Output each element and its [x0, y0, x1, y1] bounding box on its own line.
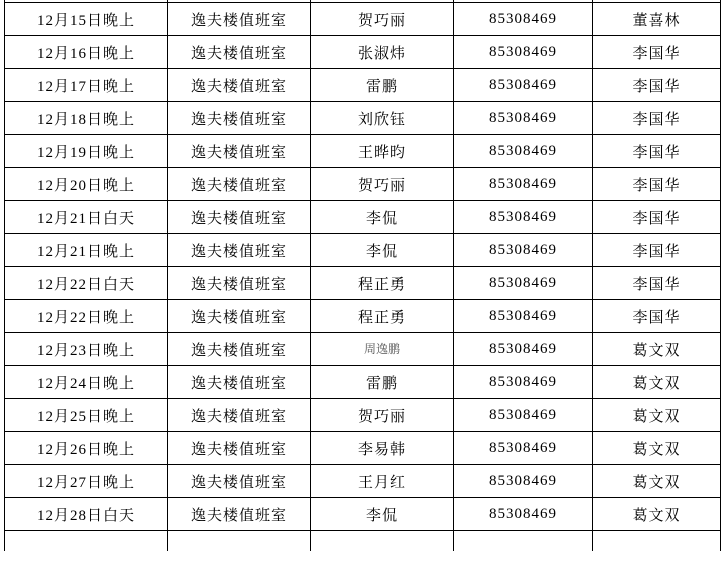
cell-location: 逸夫楼值班室 — [168, 234, 311, 267]
cell-empty — [454, 531, 593, 552]
cell-date: 12月22日白天 — [5, 267, 168, 300]
cell-name — [311, 498, 454, 531]
cell-location: 逸夫楼值班室 — [168, 432, 311, 465]
cell-date: 12月22日晚上 — [5, 300, 168, 333]
cell-date: 12月23日晚上 — [5, 333, 168, 366]
cell-phone: 85308469 — [454, 168, 593, 201]
cell-phone: 85308469 — [454, 69, 593, 102]
cell-supervisor: 李国华 — [593, 234, 721, 267]
cell-date: 12月19日晚上 — [5, 135, 168, 168]
table-row — [5, 465, 721, 498]
cell-supervisor: 李国华 — [593, 102, 721, 135]
cell-date: 12月28日白天 — [5, 498, 168, 531]
cell-name — [311, 201, 454, 234]
cell-supervisor: 李国华 — [593, 267, 721, 300]
table-row-partial-bottom — [5, 531, 721, 552]
cell-date: 12月25日晚上 — [5, 399, 168, 432]
cell-date: 12月21日白天 — [5, 201, 168, 234]
cell-location: 逸夫楼值班室 — [168, 69, 311, 102]
duty-person-name: 周逸鹏 — [363, 342, 400, 356]
cell-date: 12月20日晚上 — [5, 168, 168, 201]
cell-location: 逸夫楼值班室 — [168, 267, 311, 300]
cell-date: 12月18日晚上 — [5, 102, 168, 135]
cell-date: 12月24日晚上 — [5, 366, 168, 399]
cell-location: 逸夫楼值班室 — [168, 399, 311, 432]
cell-empty — [5, 531, 168, 552]
cell-location: 逸夫楼值班室 — [168, 168, 311, 201]
cell-phone: 85308469 — [454, 234, 593, 267]
cell-supervisor: 葛文双 — [593, 432, 721, 465]
cell-name — [311, 465, 454, 498]
cell-name — [311, 168, 454, 201]
duty-person-name: 程正勇 — [357, 309, 406, 326]
table-row — [5, 201, 721, 234]
cell-phone: 85308469 — [454, 432, 593, 465]
cell-phone: 85308469 — [454, 399, 593, 432]
duty-person-name: 李侃 — [365, 507, 398, 524]
cell-location: 逸夫楼值班室 — [168, 36, 311, 69]
cell-name — [311, 102, 454, 135]
table-row — [5, 333, 721, 366]
cell-name — [311, 36, 454, 69]
cell-location: 逸夫楼值班室 — [168, 333, 311, 366]
cell-supervisor: 李国华 — [593, 135, 721, 168]
cell-location: 逸夫楼值班室 — [168, 498, 311, 531]
cell-location: 逸夫楼值班室 — [168, 135, 311, 168]
cell-phone: 85308469 — [454, 300, 593, 333]
cell-date: 12月26日晚上 — [5, 432, 168, 465]
cell-name — [311, 333, 454, 366]
cell-supervisor: 葛文双 — [593, 366, 721, 399]
cell-phone: 85308469 — [454, 3, 593, 36]
duty-person-name: 李易韩 — [357, 441, 406, 458]
duty-person-name: 雷鹏 — [365, 78, 398, 95]
table-row — [5, 168, 721, 201]
duty-person-name: 李侃 — [365, 210, 398, 227]
table-row — [5, 69, 721, 102]
cell-phone: 85308469 — [454, 135, 593, 168]
duty-person-name: 王月红 — [357, 474, 406, 491]
cell-supervisor: 葛文双 — [593, 465, 721, 498]
table-row — [5, 300, 721, 333]
duty-person-name: 李侃 — [365, 243, 398, 260]
cell-supervisor: 李国华 — [593, 168, 721, 201]
cell-phone: 85308469 — [454, 201, 593, 234]
cell-empty — [593, 531, 721, 552]
duty-person-name: 雷鹏 — [365, 375, 398, 392]
duty-person-name: 贺巧丽 — [357, 408, 406, 425]
cell-name — [311, 432, 454, 465]
cell-supervisor: 葛文双 — [593, 498, 721, 531]
table-row — [5, 498, 721, 531]
cell-location: 逸夫楼值班室 — [168, 102, 311, 135]
cell-name — [311, 267, 454, 300]
duty-person-name: 贺巧丽 — [357, 12, 406, 29]
cell-supervisor: 李国华 — [593, 69, 721, 102]
cell-location: 逸夫楼值班室 — [168, 3, 311, 36]
table-row — [5, 267, 721, 300]
cell-phone: 85308469 — [454, 36, 593, 69]
cell-location: 逸夫楼值班室 — [168, 201, 311, 234]
duty-person-name: 张淑炜 — [357, 45, 406, 62]
cell-date: 12月15日晚上 — [5, 3, 168, 36]
table-row — [5, 399, 721, 432]
cell-phone: 85308469 — [454, 102, 593, 135]
cell-phone: 85308469 — [454, 465, 593, 498]
cell-supervisor: 董喜林 — [593, 3, 721, 36]
cell-phone: 85308469 — [454, 333, 593, 366]
cell-name — [311, 234, 454, 267]
cell-date: 12月27日晚上 — [5, 465, 168, 498]
cell-location: 逸夫楼值班室 — [168, 366, 311, 399]
table-row — [5, 36, 721, 69]
cell-phone: 85308469 — [454, 267, 593, 300]
cell-empty — [168, 531, 311, 552]
cell-supervisor: 李国华 — [593, 36, 721, 69]
duty-table — [4, 0, 721, 551]
table-row — [5, 135, 721, 168]
cell-name — [311, 135, 454, 168]
cell-date: 12月21日晚上 — [5, 234, 168, 267]
table-row — [5, 432, 721, 465]
duty-schedule-table — [4, 0, 721, 566]
cell-supervisor: 李国华 — [593, 201, 721, 234]
cell-name — [311, 366, 454, 399]
duty-person-name: 王晔昀 — [357, 144, 406, 161]
duty-table-body — [5, 0, 721, 551]
cell-date: 12月16日晚上 — [5, 36, 168, 69]
table-row — [5, 102, 721, 135]
cell-supervisor: 李国华 — [593, 300, 721, 333]
cell-phone: 85308469 — [454, 366, 593, 399]
duty-person-name: 程正勇 — [357, 276, 406, 293]
cell-supervisor: 葛文双 — [593, 333, 721, 366]
cell-name — [311, 69, 454, 102]
cell-location: 逸夫楼值班室 — [168, 300, 311, 333]
cell-supervisor: 葛文双 — [593, 399, 721, 432]
cell-phone: 85308469 — [454, 498, 593, 531]
cell-empty — [311, 531, 454, 552]
cell-name — [311, 300, 454, 333]
cell-location: 逸夫楼值班室 — [168, 465, 311, 498]
cell-name — [311, 3, 454, 36]
duty-person-name: 贺巧丽 — [357, 177, 406, 194]
table-row — [5, 3, 721, 36]
duty-person-name: 刘欣钰 — [357, 111, 406, 128]
table-row — [5, 234, 721, 267]
table-row — [5, 366, 721, 399]
cell-date: 12月17日晚上 — [5, 69, 168, 102]
cell-name — [311, 399, 454, 432]
